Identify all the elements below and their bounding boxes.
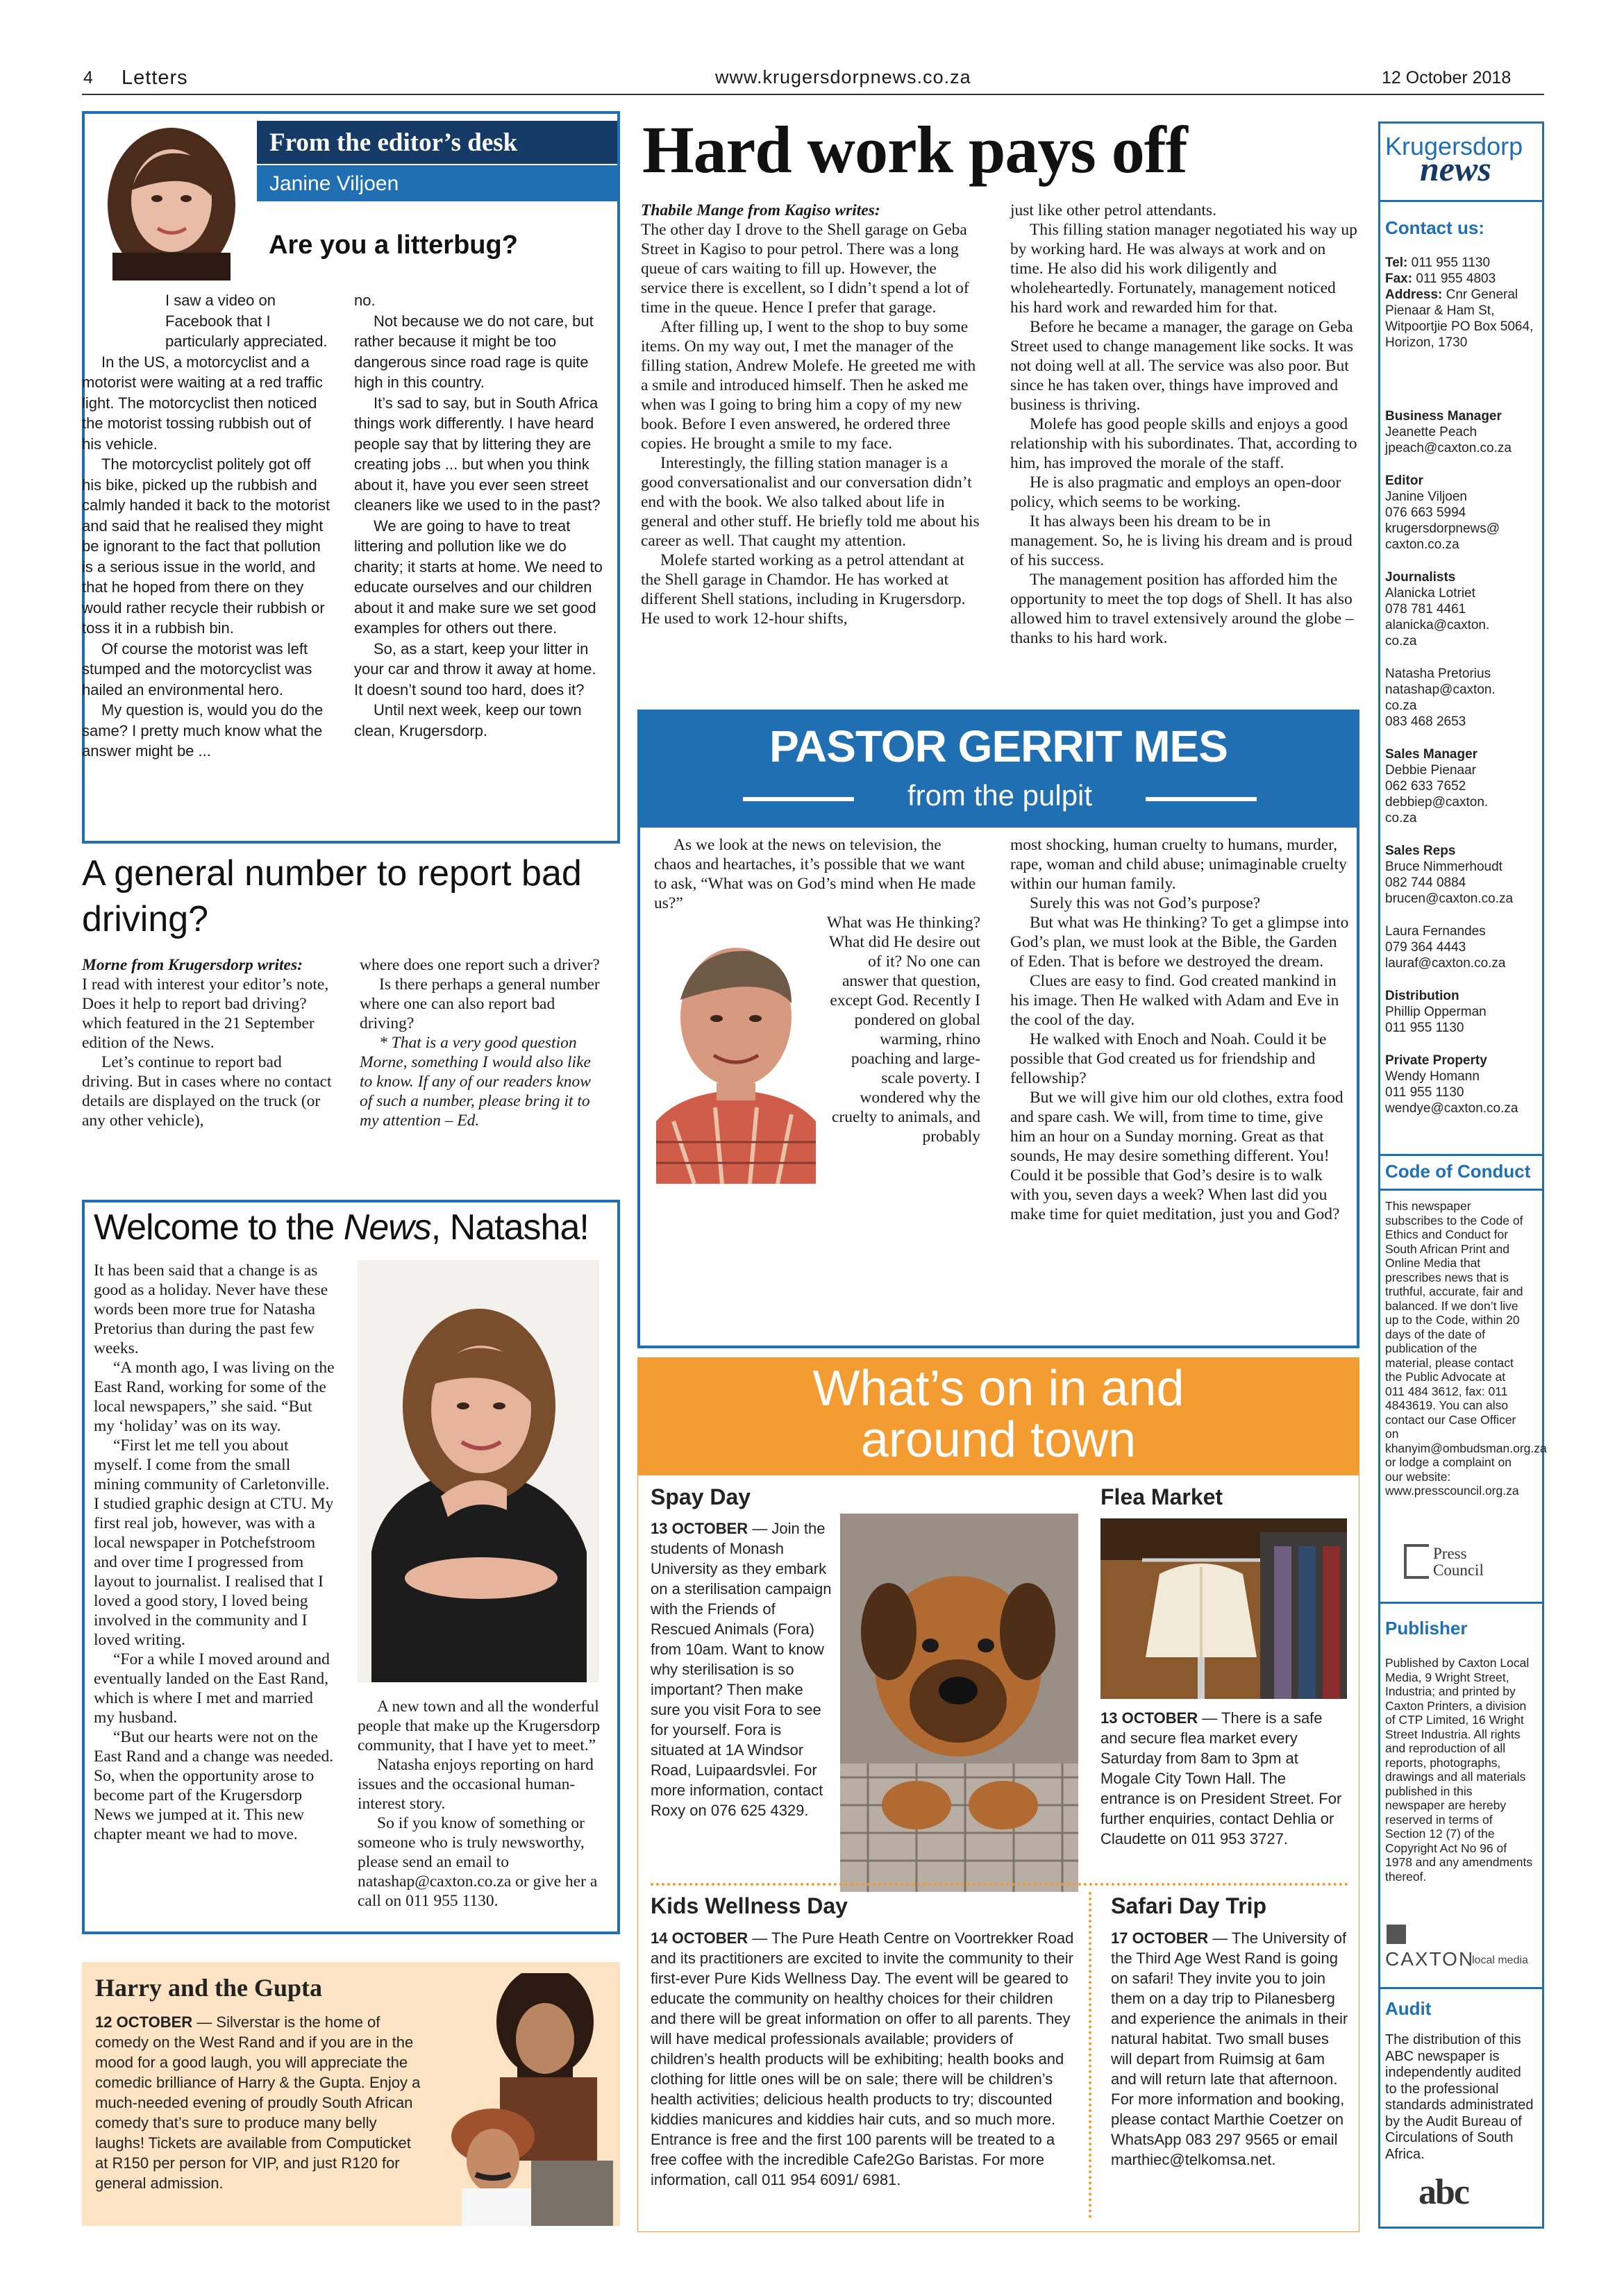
editor-para: The motorcyclist politely got off his bike, picked up the rubbish and calmly handed it back to the motorist and said that he realised they might be ignorant to the fact that pollution is a serious issue in the world, and that he hoped from there on they would rather recycle their rubbish or toss it in a rubbish bin.	[82, 455, 330, 637]
staff-entry	[1385, 569, 1541, 649]
spay-body: — Join the students of Monash University as they embark on a sterilisation campaign with the Friends of Rescued Animals (Fora) from 10am. Want to know why sterilisation is so important? Then make sure you visit Fora to see for yourself. Fora is situated at 1A Windsor Road, Luipaardsvlei. For more information, contact Roxy on 076 625 4329.	[651, 1520, 832, 1819]
welcome-para: It has been said that a change is as good as a holiday. Never have these words been more true for Natasha Pretorius than during the past few weeks.	[94, 1262, 328, 1357]
pastor-para: What was He thinking? What did He desire out of it? No one can answer that question, except God. Recently I pondered on global warming, rhino poaching and large-scale poverty. I wondered why the cruelty to animals, and probably	[826, 914, 980, 1146]
hardwork-byline: Thabile Mange from Kagiso writes:	[641, 201, 880, 219]
staff-entry	[1385, 923, 1541, 971]
puppy-photo	[840, 1514, 1078, 1892]
staff-lines: Phillip Opperman 011 955 1130	[1385, 1005, 1487, 1035]
hardwork-para: After filling up, I went to the shop to buy some items. On my way out, I met the manager of the filling station, Andrew Molefe. He greeted me with a smile and introduced himself. Then he asked me when was I going to bring him a copy of my new book. Before I even answered, he ordered three copies. He brought a smile to my face.	[641, 318, 976, 453]
editor-para: It’s sad to say, but in South Africa things work differently. I have heard people say that by littering they are creating jobs ... but when you think about it, have you ever seen street cleaners like we used to in the past?	[354, 394, 601, 514]
spay-date: 13 OCTOBER	[651, 1520, 748, 1537]
pastor-col2	[1010, 835, 1350, 1224]
staff-role: Editor	[1385, 474, 1423, 488]
staff-lines: Bruce Nimmerhoudt 082 744 0884 brucen@caxton.co.za	[1385, 860, 1514, 906]
editor-para: Of course the motorist was left stumped and the motorcyclist was hailed an environmental hero.	[82, 639, 312, 698]
staff-lines: Laura Fernandes 079 364 4443 lauraf@caxton.co.za	[1385, 924, 1506, 971]
staff-lines: Debbie Pienaar 062 633 7652 debbiep@caxton. co.za	[1385, 763, 1489, 826]
welcome-para: Natasha enjoys reporting on hard issues and the occasional human-interest story.	[358, 1756, 594, 1813]
pastor-para: But we will give him our old clothes, extra food and spare cash. We will, from time to time, give him an hour on a Sunday morning. Great as that sounds, He may desire something different. You! Could it be possible that God’s desire is to walk with you, seven days a week? When last did you make time for quiet meditation, just you and God?	[1010, 1089, 1343, 1223]
editor-para: I saw a video on Facebook that I particularly appreciated.	[165, 292, 328, 350]
sidebar-logo-top: Krugersdorp	[1385, 132, 1523, 160]
harry-date: 12 OCTOBER	[95, 2013, 193, 2031]
abc-logo: abc	[1418, 2172, 1468, 2212]
safari-text	[1111, 1928, 1350, 2170]
press-council-logo	[1404, 1543, 1508, 1584]
staff-role: Sales Reps	[1385, 844, 1456, 858]
whatson-title-line2: around town	[860, 1412, 1137, 1468]
editor-col2	[354, 290, 608, 741]
audit-text: The distribution of this ABC newspaper is independently audited to the professional standards administrated by the Audit Bureau of Circulations of South Africa.	[1385, 2032, 1534, 2162]
pastor-para: Surely this was not God’s purpose?	[1030, 894, 1261, 912]
driving-para: where does one report such a driver?	[360, 956, 600, 974]
hardwork-para: Before he became a manager, the garage on Geba Street used to change management like socks. It was not doing well at all. The service was also poor. But since he has taken over, things have improved and business is thriving.	[1010, 318, 1354, 414]
staff-role: Business Manager	[1385, 409, 1502, 424]
staff-entry	[1385, 843, 1541, 907]
staff-lines: Janine Viljoen 076 663 5994 krugersdorpnews@ caxton.co.za	[1385, 489, 1500, 552]
welcome-para: “First let me tell you about myself. I come from the small mining community of Carletonville. I studied graphic design at CTU. My first real job, however, was with a local newspaper in Potchefstroom and over time I progressed from layout to journalist. I realised that I loved a good story, I loved being involved in the community and I loved writing.	[94, 1436, 334, 1649]
code-rule	[1378, 1154, 1544, 1156]
editor-banner	[257, 121, 617, 164]
driving-title: A general number to report bad driving?	[82, 853, 582, 939]
hardwork-para: just like other petrol attendants.	[1010, 201, 1216, 219]
issue-date: 12 October 2018	[1382, 68, 1512, 87]
hardwork-para: This filling station manager negotiated his way up by working hard. He was always at work and on time. He also did his work diligently and wholeheartedly. Fortunately, management noticed his hard work and rewarded him for that.	[1010, 221, 1357, 317]
kids-body: — The Pure Heath Centre on Voortrekker Road and its practitioners are excited to invite the community to their first-ever Pure Kids Wellness Day. The event will be geared to educate the community on healthy choices for their children and there will be great information on offer to all parents. They will have medical professionals available; providers of children’s health products will be exhibiting; health books and clothing for little ones will be on sale; there will be children’s health activities; delicious health products to try; discounted kiddies manicures and kiddies hair cuts, and so much more. Entrance is free and the first 100 parents will be treated to a free coffee with the incredible Cafe2Go Baristas. For more information, call 011 954 6091/ 6981.	[651, 1929, 1074, 2188]
code-text: This newspaper subscribes to the Code of Ethics and Conduct for South African Print and Online Media that prescribes news that is truthful, accurate, fair and balanced. If we don’t live up to the Code, within 20 days of the date of publication of the material, please contact the Public Advocate at 011 484 3612, fax: 011 4843619. You can also contact our Case Officer on khanyim@ombudsman.org.za or lodge a complaint on our website: www.presscouncil.org.za	[1385, 1199, 1547, 1498]
staff-list	[1385, 408, 1541, 1116]
flea-date: 13 OCTOBER	[1100, 1709, 1198, 1727]
hardwork-title: Hard work pays off	[642, 112, 1187, 187]
welcome-title	[94, 1207, 589, 1248]
pastor-para: But what was He thinking? To get a glimpse into God’s plan, we must look at the Bible, the Garden of Eden. That is before we destroyed the dream.	[1010, 914, 1349, 971]
pastor-para: As we look at the news on television, the chaos and heartaches, it’s possible that we want to ask, “What was on God’s mind when He made us?”	[654, 836, 976, 912]
tel-value: 011 955 1130	[1407, 255, 1491, 270]
contact-fax	[1385, 271, 1538, 287]
staff-entry	[1385, 1053, 1541, 1116]
flea-text	[1100, 1708, 1347, 1849]
pastor-subtitle: from the pulpit	[907, 779, 1093, 812]
driving-para: I read with interest your editor’s note, Does it help to report bad driving? which featured in the 21 September edition of the News.	[82, 975, 329, 1052]
welcome-para: “For a while I moved around and eventually landed on the East Rand, which is where I met and married my husband.	[94, 1650, 330, 1727]
hardwork-para: Molefe has good people skills and enjoys a good relationship with his subordinates. That, according to him, has improved the morale of the staff.	[1010, 415, 1357, 472]
editor-para: In the US, a motorcyclist and a motorist were waiting at a red traffic light. The motorcyclist then noticed the motorist tossing rubbish out of his vehicle.	[82, 353, 323, 453]
kids-title: Kids Wellness Day	[651, 1893, 848, 1918]
staff-entry	[1385, 408, 1541, 456]
safari-body: — The University of the Third Age West Rand is going on safari! They invite you to join them on a day trip to Pilanesberg and experience the animals in their natural habitat. Two small buses will depart from Ruimsig at 6am and will return late that afternoon. For more information and booking, please contact Marthie Coetzer on WhatsApp 083 297 9565 or email marthiec@telkomsa.net.	[1111, 1929, 1348, 2168]
header-rule	[82, 94, 1544, 95]
editor-para: We are going to have to treat littering and pollution like we do charity; it starts at home. We need to educate ourselves and our children about it and make sure we set good examples for others out there.	[354, 517, 603, 637]
natasha-photo	[358, 1260, 599, 1682]
staff-lines: Wendy Homann 011 955 1130 wendye@caxton.co.za	[1385, 1069, 1518, 1116]
driving-para: Let’s continue to report bad driving. But in cases where no contact details are displayed on the truck (or any other vehicle),	[82, 1053, 332, 1130]
pastor-para: most shocking, human cruelty to humans, murder, rape, woman and child abuse; unimaginable cruelty within our human family.	[1010, 836, 1347, 893]
contact-tel	[1385, 255, 1538, 271]
welcome-para: “But our hearts were not on the East Rand and a change was needed. So, when the opportunity arose to become part of the Krugersdorp News we jumped at it. This new chapter meant we had to move.	[94, 1728, 334, 1843]
hardwork-para: Interestingly, the filling station manager is a good conversationalist and our conversation didn’t end with the book. We also talked about life in general and other stuff. He briefly told me about his career as well. That caught my attention.	[641, 454, 980, 550]
editor-name-bar	[257, 165, 617, 201]
editor-title: Are you a litterbug?	[269, 231, 518, 260]
staff-entry	[1385, 988, 1541, 1036]
caxton-logo	[1385, 1925, 1538, 1973]
harry-title: Harry and the Gupta	[95, 1974, 323, 2002]
driving-col2	[360, 955, 603, 1130]
driving-editor-note: * That is a very good question Morne, something I would also like to know. If any of our readers know of such a number, please bring it to my attention – Ed.	[360, 1034, 591, 1130]
safari-date: 17 OCTOBER	[1111, 1929, 1209, 1947]
editor-photo	[85, 114, 255, 280]
contact-address	[1385, 287, 1538, 351]
page-number: 4	[83, 68, 93, 87]
hardwork-para: The management position has afforded him the opportunity to meet the top dogs of Shell. It has also allowed him to travel extensively around the globe – thanks to his hard work.	[1010, 571, 1354, 647]
hardwork-col2	[1010, 201, 1357, 648]
fax-value: 011 955 4803	[1412, 271, 1496, 286]
spay-title: Spay Day	[651, 1484, 751, 1509]
code-heading: Code of Conduct	[1385, 1161, 1531, 1182]
contact-heading: Contact us:	[1385, 217, 1484, 238]
section-label: Letters	[122, 67, 188, 89]
hardwork-para: Molefe started working as a petrol attendant at the Shell garage in Chamdor. He has worked at different Shell stations, including in Krugersdorp. He used to work 12-hour shifts,	[641, 551, 966, 628]
editor-para: Not because we do not care, but rather because it might be too dangerous since road rage is quite high in this country.	[354, 312, 594, 391]
staff-role: Private Property	[1385, 1053, 1487, 1068]
driving-byline: Morne from Krugersdorp writes:	[82, 956, 303, 974]
driving-col1	[82, 955, 332, 1130]
address-label: Address:	[1385, 287, 1443, 302]
press-council-mark	[1404, 1544, 1429, 1579]
driving-para: Is there perhaps a general number where one can also report bad driving?	[360, 975, 600, 1032]
safari-title: Safari Day Trip	[1111, 1893, 1267, 1918]
staff-lines: Alanicka Lotriet 078 781 4461 alanicka@caxton. co.za	[1385, 586, 1490, 648]
pastor-rule-left	[743, 797, 854, 801]
pastor-col1	[654, 835, 980, 1146]
whatson-dotted-divider	[651, 1883, 1348, 1886]
hardwork-para: He is also pragmatic and employs an open-door policy, which seems to be working.	[1010, 474, 1341, 511]
whatson-title-line1: What’s on in and	[812, 1361, 1184, 1416]
welcome-title-b: News	[343, 1207, 431, 1248]
hardwork-col1	[641, 201, 985, 628]
welcome-para: A new town and all the wonderful people that make up the Krugersdorp community, that I have yet to meet.”	[358, 1698, 601, 1754]
editor-name: Janine Viljoen	[269, 172, 399, 195]
publisher-text: Published by Caxton Local Media, 9 Wright Street, Industria; and printed by Caxton Printers, a division of CTP Limited, 16 Wright Street Industria. All rights and reproduction of all reports, photographs, drawings and all materials published in this newspaper are hereby reserved in terms of Section 12 (7) of the Copyright Act No 96 of 1978 and any amendments thereof.	[1385, 1656, 1533, 1884]
staff-lines: Natasha Pretorius natashap@caxton. co.za 083 468 2653	[1385, 667, 1496, 729]
editor-para: no.	[354, 292, 376, 309]
kids-date: 14 OCTOBER	[651, 1929, 748, 1947]
publisher-rule	[1378, 1602, 1544, 1604]
address-value: Cnr General Pienaar & Ham St, Witpoortjie PO Box 5064, Horizon, 1730	[1385, 287, 1534, 350]
editor-banner-title: From the editor’s desk	[269, 128, 518, 157]
welcome-col1	[94, 1261, 337, 1844]
editor-para: So, as a start, keep your litter in your car and throw it away at home. It doesn’t sound too hard, does it?	[354, 639, 596, 698]
audit-heading: Audit	[1385, 1998, 1432, 2019]
staff-entry	[1385, 473, 1541, 553]
staff-entry	[1385, 666, 1541, 730]
pastor-para: Clues are easy to find. God created mankind in his image. Then He walked with Adam and Eve in the cool of the day.	[1010, 972, 1339, 1029]
sidebar-logo-rule	[1378, 200, 1544, 202]
harry-text	[95, 2012, 421, 2193]
harry-photo	[434, 1973, 613, 2226]
staff-role: Distribution	[1385, 989, 1459, 1003]
staff-entry	[1385, 746, 1541, 826]
editor-para: My question is, would you do the same? I pretty much know what the answer might be ...	[82, 701, 324, 760]
staff-role: Journalists	[1385, 570, 1456, 585]
welcome-title-c: , Natasha!	[430, 1207, 589, 1248]
whatson-vertical-divider	[1089, 1892, 1091, 2218]
staff-role: Sales Manager	[1385, 747, 1478, 762]
tel-label: Tel:	[1385, 255, 1408, 270]
editor-para: Until next week, keep our town clean, Krugersdorp.	[354, 701, 582, 739]
publisher-heading: Publisher	[1385, 1618, 1468, 1639]
welcome-title-a: Welcome to the	[94, 1207, 344, 1248]
welcome-para: “A month ago, I was living on the East Rand, working for some of the local newspapers,” she said. “But my ‘holiday’ was on its way.	[94, 1359, 335, 1435]
press-council-text: Press Council	[1433, 1545, 1484, 1579]
pastor-para: He walked with Enoch and Noah. Could it be possible that God created us for friendship and fellowship?	[1010, 1030, 1327, 1087]
spay-text	[651, 1518, 835, 1820]
fax-label: Fax:	[1385, 271, 1413, 286]
pastor-rule-right	[1146, 797, 1257, 801]
editor-col1	[82, 290, 332, 762]
staff-lines: Jeanette Peach jpeach@caxton.co.za	[1385, 425, 1512, 455]
welcome-col2	[358, 1697, 601, 1911]
harry-body: — Silverstar is the home of comedy on the West Rand and if you are in the mood for a good laugh, you will appreciate the comedic brilliance of Harry & the Gupta. Enjoy a much-needed evening of proudly South African comedy that’s sure to produce many belly laughs! Tickets are available from Computicket at R150 per person for VIP, and just R120 for general admission.	[95, 2013, 421, 2192]
flea-body: — There is a safe and secure flea market every Saturday from 8am to 3pm at Mogale City Town Hall. The entrance is on President Street. For further enquiries, contact Dehlia or Claudette on 011 953 3727.	[1100, 1709, 1342, 1847]
website: www.krugersdorpnews.co.za	[715, 67, 971, 87]
hardwork-para: The other day I drove to the Shell garage on Geba Street in Kagiso to pour petrol. There was a long queue of cars waiting to fill up. However, the service there is excellent, so I didn’t spend a lot of time in the queue. Hence I prefer that garage.	[641, 221, 969, 317]
flea-title: Flea Market	[1100, 1484, 1223, 1509]
kids-text	[651, 1928, 1081, 2190]
sidebar-logo-bottom: news	[1420, 149, 1491, 188]
pastor-name: PASTOR GERRIT MES	[769, 721, 1228, 771]
contact-details	[1385, 255, 1538, 351]
caxton-text: CAXTON	[1385, 1948, 1475, 1970]
caxton-mark	[1387, 1925, 1406, 1944]
flea-photo	[1100, 1518, 1347, 1699]
hardwork-para: It has always been his dream to be in management. So, he is living his dream and is proud of his success.	[1010, 512, 1353, 569]
code-rule-2	[1378, 1189, 1544, 1191]
audit-rule	[1378, 1987, 1544, 1989]
caxton-subtext: local media	[1472, 1954, 1528, 1966]
welcome-para: So if you know of something or someone who is truly newsworthy, please send an email to natashap@caxton.co.za or give her a call on 011 955 1130.	[358, 1814, 598, 1910]
